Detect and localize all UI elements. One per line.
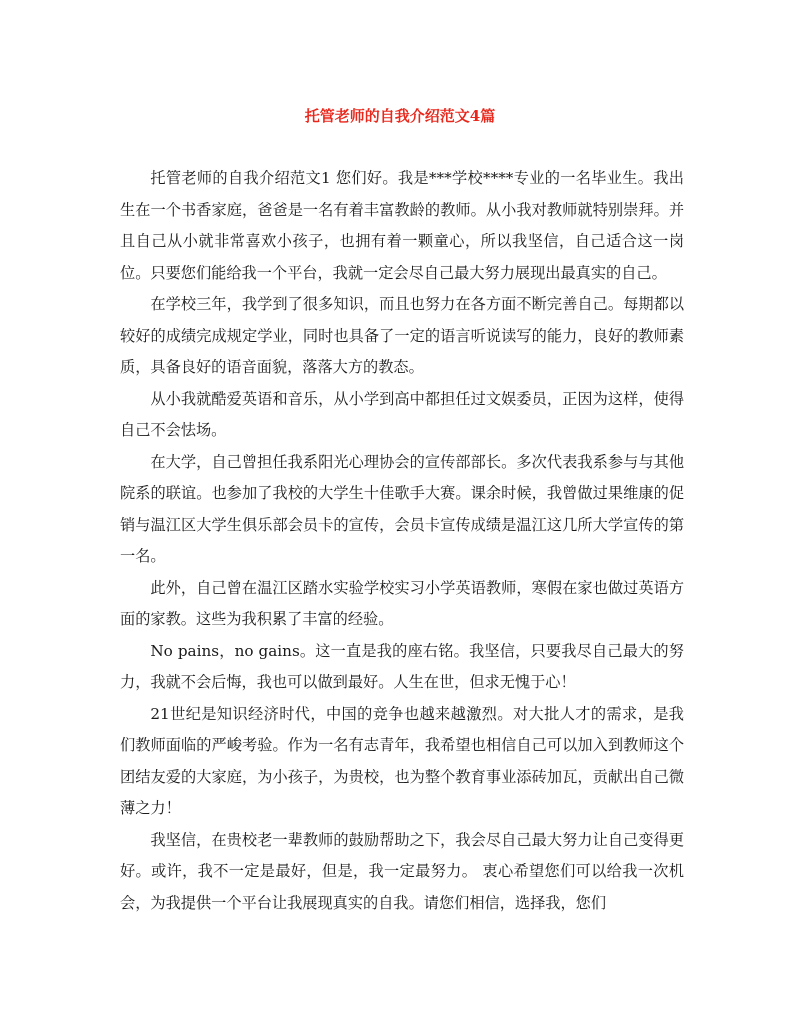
paragraph-1: 托管老师的自我介绍范文1 您们好。我是***学校****专业的一名毕业生。我出生在一个书香家庭，爸爸是一名有着丰富教龄的教师。从小我对教师就特别崇拜。并且自己从小就非常喜欢小孩子，也拥有着一颗童心，所以我坚信，自己适合这一岗位。只要您们能给我一个平台，我就一定会尽自己最大努力展现出最真实的自己。 [120, 169, 684, 282]
document-title: 托管老师的自我介绍范文4篇 [304, 107, 496, 125]
paragraph-2: 在学校三年，我学到了很多知识，而且也努力在各方面不断完善自己。每期都以较好的成绩完成规定学业，同时也具备了一定的语言听说读写的能力，良好的教师素质，具备良好的语音面貌，落落大方的教态。 [120, 295, 684, 376]
paragraph-7: 21世纪是知识经济时代，中国的竞争也越来越激烈。对大批人才的需求，是我们教师面临的严峻考验。作为一名有志青年，我希望也相信自己可以加入到教师这个团结友爱的大家庭，为小孩子，为贵校，也为整个教育事业添砖加瓦，贡献出自己微薄之力！ [120, 704, 684, 817]
paragraph-6: No pains，no gains。这一直是我的座右铭。我坚信，只要我尽自己最大的努力，我就不会后悔，我也可以做到最好。人生在世，但求无愧于心！ [120, 641, 684, 691]
paragraph-5: 此外，自己曾在温江区踏水实验学校实习小学英语教师，寒假在家也做过英语方面的家教。这些为我积累了丰富的经验。 [120, 578, 684, 628]
paragraph-8: 我坚信，在贵校老一辈教师的鼓励帮助之下，我会尽自己最大努力让自己变得更好。或许，我不一定是最好，但是，我一定最努力。 衷心希望您们可以给我一次机会，为我提供一个平台让我展现真实的自我。请您们相信，选择我，您们 [120, 830, 684, 912]
paragraph-3: 从小我就酷爱英语和音乐，从小学到高中都担任过文娱委员，正因为这样，使得自己不会怯场。 [120, 389, 684, 439]
paragraph-4: 在大学，自己曾担任我系阳光心理协会的宣传部部长。多次代表我系参与与其他院系的联谊。也参加了我校的大学生十佳歌手大赛。课余时候，我曾做过果维康的促销与温江区大学生俱乐部会员卡的宣传，会员卡宣传成绩是温江这几所大学宣传的第一名。 [120, 452, 684, 565]
document-body [120, 163, 684, 919]
